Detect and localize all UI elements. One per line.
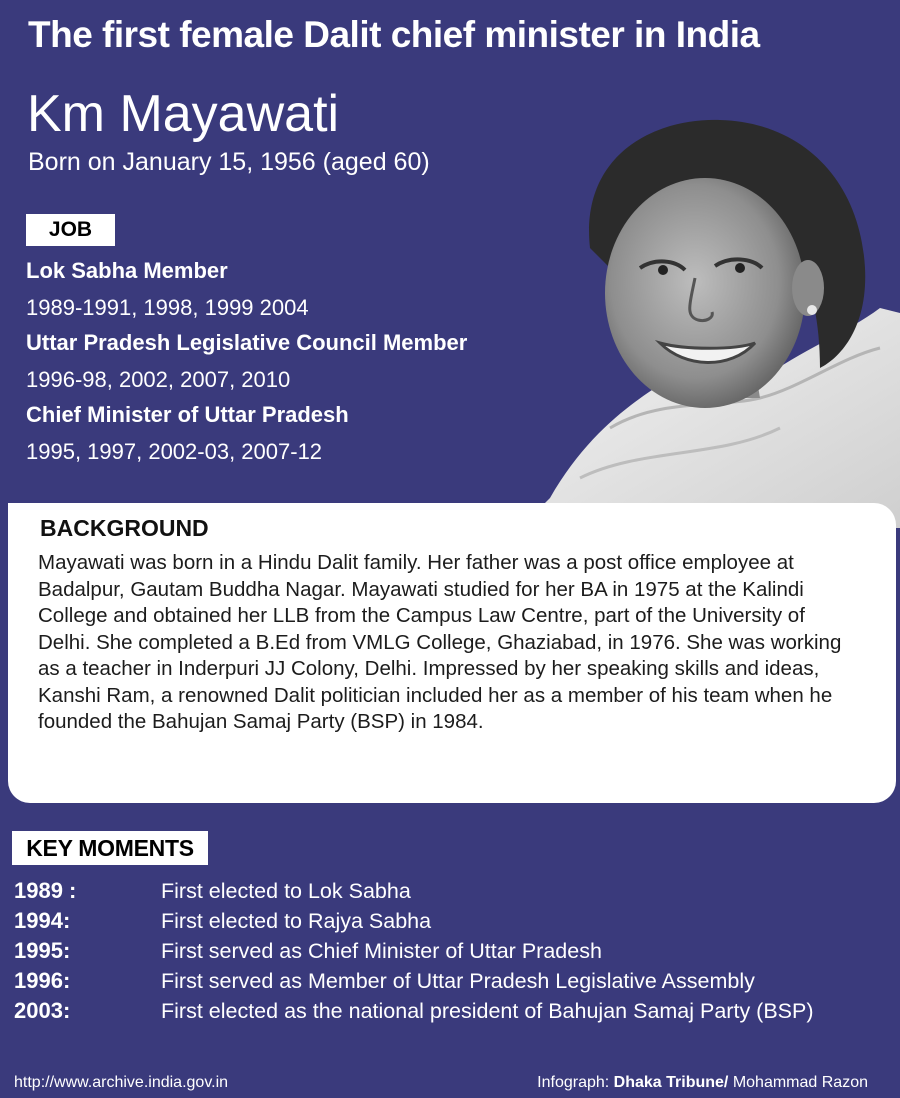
subject-name: Km Mayawati <box>27 85 340 143</box>
credit-author: Mohammad Razon <box>728 1074 868 1091</box>
job-list <box>26 254 546 470</box>
background-card <box>8 503 896 803</box>
list-item <box>14 966 894 996</box>
moment-text: First served as Member of Uttar Pradesh Legislative Assembly <box>161 968 755 993</box>
background-heading: BACKGROUND <box>40 515 209 541</box>
page-title: The first female Dalit chief minister in India <box>28 14 760 55</box>
key-moments-list <box>14 876 894 1026</box>
moment-year: 2003: <box>14 998 71 1023</box>
job-title: Uttar Pradesh Legislative Council Member <box>26 330 468 355</box>
moment-text: First elected to Rajya Sabha <box>161 908 432 933</box>
list-item <box>14 996 894 1026</box>
credit <box>537 1074 868 1092</box>
background-text: Mayawati was born in a Hindu Dalit family. Her father was a post office employee at Badalpur, Gautam Buddha Nagar. Mayawati studied for her BA in 1975 at the Kalindi College and obtained her LLB from the Campus Law Centre, part of the University of Delhi. She completed a B.Ed from VMLG College, Ghaziabad, in 1976. She was working as a teacher in Inderpuri JJ Colony, Delhi. Impressed by her speaking skills and ideas, Kanshi Ram, a renowned Dalit politician included her as a member of his team when he founded the Bahujan Samaj Party (BSP) in 1984. <box>38 551 842 733</box>
moment-text: First served as Chief Minister of Uttar Pradesh <box>161 938 602 963</box>
source-url: http://www.archive.india.gov.in <box>14 1074 229 1091</box>
moment-text: First elected as the national president of Bahujan Samaj Party (BSP) <box>161 998 814 1023</box>
job-title: Chief Minister of Uttar Pradesh <box>26 402 349 427</box>
credit-prefix: Infograph: <box>537 1074 614 1091</box>
moment-year: 1994: <box>14 908 71 933</box>
moment-year: 1995: <box>14 938 71 963</box>
key-moments-label: KEY MOMENTS <box>12 831 208 865</box>
list-item <box>14 876 894 906</box>
moment-year: 1996: <box>14 968 71 993</box>
moment-year: 1989 : <box>14 878 77 903</box>
birth-info: Born on January 15, 1956 (aged 60) <box>28 148 430 176</box>
job-years: 1996-98, 2002, 2007, 2010 <box>26 367 291 392</box>
job-years: 1995, 1997, 2002-03, 2007-12 <box>26 439 323 464</box>
portrait-photo <box>520 98 900 528</box>
footer <box>0 1066 900 1098</box>
credit-publication: Dhaka Tribune/ <box>613 1074 729 1091</box>
job-label: JOB <box>26 214 115 246</box>
job-years: 1989-1991, 1998, 1999 2004 <box>26 295 309 320</box>
list-item <box>14 936 894 966</box>
list-item <box>14 906 894 936</box>
job-title: Lok Sabha Member <box>26 258 228 283</box>
moment-text: First elected to Lok Sabha <box>161 878 411 903</box>
